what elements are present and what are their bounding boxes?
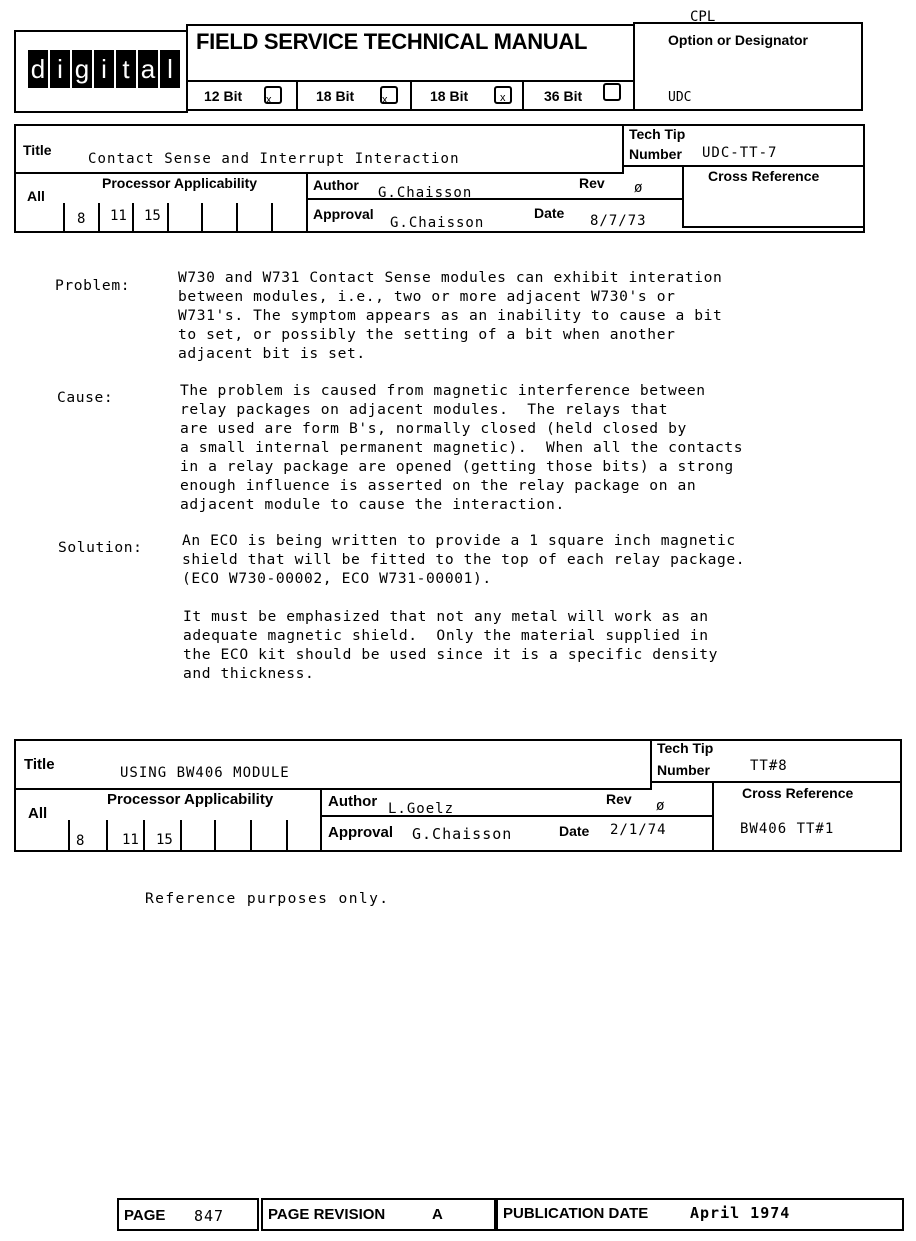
approval-label: Approval <box>328 824 394 841</box>
page-revision-label: PAGE REVISION <box>268 1206 386 1223</box>
all-label: All <box>28 805 48 822</box>
check-mark: x <box>500 92 506 104</box>
divider <box>296 80 298 111</box>
number-label: Number <box>629 146 682 162</box>
page-number: 847 <box>194 1207 225 1225</box>
option-designator-label: Option or Designator <box>668 32 808 48</box>
logo-letter: a <box>138 50 158 88</box>
divider <box>143 820 145 852</box>
solution-label: Solution: <box>58 539 143 556</box>
date-value: 8/7/73 <box>590 213 647 229</box>
page-revision-value: A <box>432 1206 443 1223</box>
logo-letter: g <box>72 50 92 88</box>
check-mark: x <box>266 94 272 106</box>
option-designator-value: UDC <box>668 90 692 105</box>
tech-tip-label: Tech Tip <box>657 740 714 756</box>
problem-text: W730 and W731 Contact Sense modules can exhibit interation between modules, i.e., two or more adjacent W730's or W731's. The symptom appears as an inability to cause a bit to set, or possibly the setting of a bit when another adjacent bit is set. <box>178 269 723 362</box>
date-value: 2/1/74 <box>610 822 667 838</box>
number-label: Number <box>657 762 710 778</box>
manual-title: FIELD SERVICE TECHNICAL MANUAL <box>196 29 588 54</box>
processor-value: 8 <box>76 833 85 849</box>
cross-reference-label: Cross Reference <box>742 785 854 801</box>
bit-option-label: 36 Bit <box>544 88 583 104</box>
author-value: G.Chaisson <box>378 185 473 201</box>
processor-value: 11 <box>122 832 139 848</box>
processor-applicability-label: Processor Applicability <box>102 175 258 191</box>
divider <box>320 815 714 817</box>
approval-value: G.Chaisson <box>390 215 485 231</box>
solution-text: An ECO is being written to provide a 1 square inch magnetic shield that will be fitted to the top of each relay package. (ECO W730-00002, ECO W731-00001). <box>182 532 746 587</box>
divider <box>712 781 714 852</box>
publication-date-label: PUBLICATION DATE <box>503 1205 649 1222</box>
divider <box>306 172 308 233</box>
divider <box>320 788 322 852</box>
publication-date-value: April 1974 <box>690 1204 791 1222</box>
rev-value: ø <box>634 180 643 196</box>
rev-label: Rev <box>606 791 632 807</box>
processor-value: 11 <box>110 208 127 224</box>
bit-checkbox[interactable] <box>603 83 621 101</box>
date-label: Date <box>559 823 590 839</box>
divider <box>98 203 100 233</box>
bit-option-label: 12 Bit <box>204 88 243 104</box>
author-value: L.Goelz <box>388 801 455 817</box>
divider <box>236 203 238 233</box>
problem-label: Problem: <box>55 277 131 294</box>
divider <box>214 820 216 852</box>
bit-option-label: 18 Bit <box>316 88 355 104</box>
divider <box>14 788 652 790</box>
divider <box>180 820 182 852</box>
divider <box>167 203 169 233</box>
logo-letter: d <box>28 50 48 88</box>
divider <box>14 172 624 174</box>
cause-label: Cause: <box>57 389 114 406</box>
divider <box>522 80 524 111</box>
divider <box>682 226 865 228</box>
rev-value: ø <box>656 798 665 814</box>
divider <box>63 203 65 233</box>
approval-value: G.Chaisson <box>412 825 513 843</box>
logo-letter: i <box>50 50 70 88</box>
rev-label: Rev <box>579 175 605 191</box>
divider <box>132 203 134 233</box>
approval-label: Approval <box>313 206 374 222</box>
processor-value: 15 <box>156 832 173 848</box>
logo-letter: l <box>160 50 180 88</box>
divider <box>68 820 70 852</box>
tip-number: TT#8 <box>750 758 788 774</box>
title-label: Title <box>23 142 52 158</box>
divider <box>410 80 412 111</box>
author-label: Author <box>313 177 359 193</box>
title-label: Title <box>24 756 55 773</box>
cross-reference-value: BW406 TT#1 <box>740 821 835 837</box>
logo-letter: i <box>94 50 114 88</box>
divider <box>622 165 865 167</box>
tech-tip-label: Tech Tip <box>629 126 686 142</box>
tip-title: USING BW406 MODULE <box>120 765 290 781</box>
cross-reference-label: Cross Reference <box>708 168 820 184</box>
check-mark: x <box>382 94 388 106</box>
author-label: Author <box>328 793 378 810</box>
tip-title: Contact Sense and Interrupt Interaction <box>88 151 460 167</box>
tip-number: UDC-TT-7 <box>702 145 778 161</box>
processor-value: 15 <box>144 208 161 224</box>
divider <box>250 820 252 852</box>
processor-applicability-label: Processor Applicability <box>107 791 274 808</box>
divider <box>286 820 288 852</box>
divider <box>106 820 108 852</box>
date-label: Date <box>534 205 565 221</box>
processor-value: 8 <box>77 211 86 227</box>
divider <box>650 781 902 783</box>
cpl-note: CPL <box>690 9 716 25</box>
page-label: PAGE <box>124 1207 166 1224</box>
bit-option-label: 18 Bit <box>430 88 469 104</box>
logo-letter: t <box>116 50 136 88</box>
divider <box>201 203 203 233</box>
all-label: All <box>27 188 45 204</box>
emphasis-text: It must be emphasized that not any metal will work as an adequate magnetic shield. Only the material supplied in the ECO kit should be used since it is a specific density and thickness. <box>183 608 719 682</box>
divider <box>682 165 684 228</box>
divider <box>271 203 273 233</box>
reference-note: Reference purposes only. <box>145 890 390 907</box>
divider <box>306 198 684 200</box>
cause-text: The problem is caused from magnetic interference between relay packages on adjacent modules. The relays that are used are form B's, normally closed (held closed by a small internal permanent magnetic). When all the contacts in a relay package are opened (getting those bits) a strong enough influence is asserted on the relay package on an adjacent module to cause the interaction. <box>180 382 744 513</box>
